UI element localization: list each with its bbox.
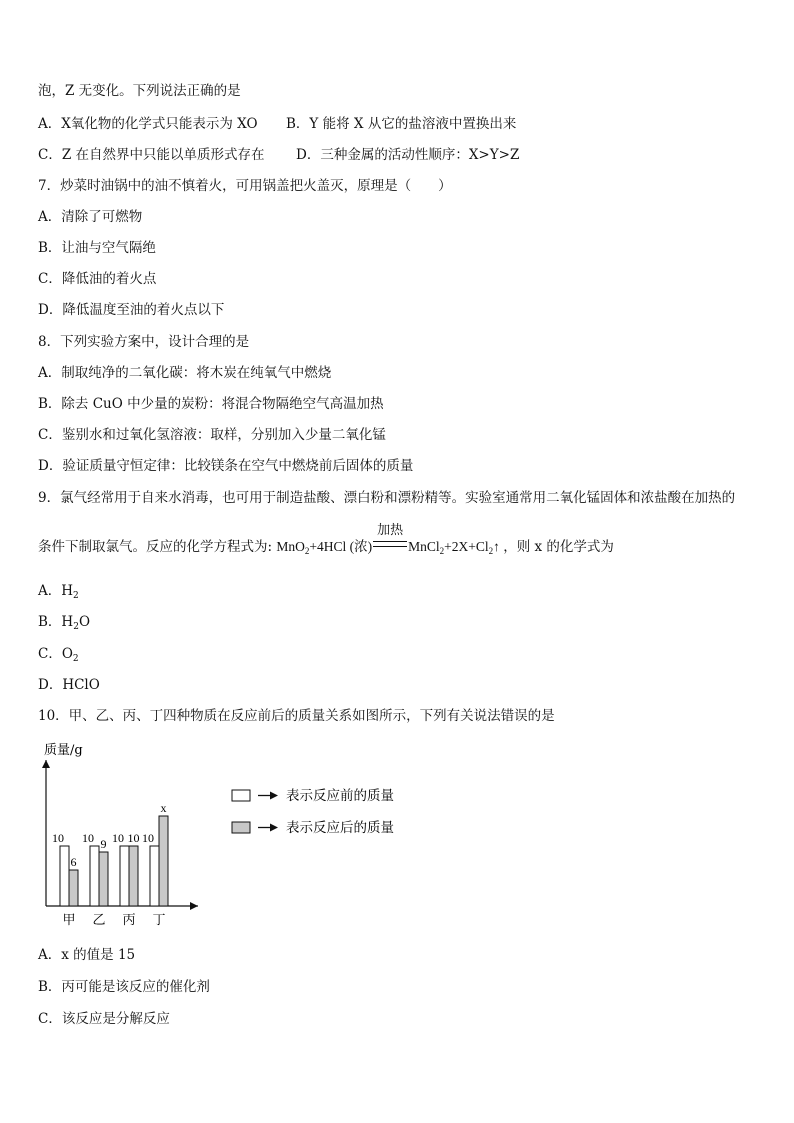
option-a: A．X氧化物的化学式只能表示为 XO (38, 116, 258, 132)
question-8: 8．下列实验方案中，设计合理的是 (38, 334, 250, 350)
data-label: 10 (82, 831, 94, 845)
option-a: A．清除了可燃物 (38, 209, 143, 225)
option-c: C．该反应是分解反应 (38, 1011, 170, 1027)
option-b: B．除去 CuO 中少量的炭粉：将混合物隔绝空气高温加热 (38, 396, 384, 412)
option-d: D．降低温度至油的着火点以下 (38, 302, 225, 318)
option-d: D．验证质量守恒定律：比较镁条在空气中燃烧前后固体的质量 (38, 458, 414, 474)
option-d: D．HClO (38, 677, 100, 693)
legend-label: 表示反应后的质量 (286, 820, 394, 836)
question-7: 7．炒菜时油锅中的油不慎着火，可用锅盖把火盖灭，原理是（ ） (38, 178, 452, 194)
question-9: 9．氯气经常用于自来水消毒，也可用于制造盐酸、漂白粉和漂粉精等。实验室通常用二氧化锰固体和浓盐酸在加热的 (38, 490, 736, 506)
question-9-equation-line (38, 522, 614, 560)
option-c: C．Z 在自然界中只能以单质形式存在 (38, 147, 265, 163)
option-b: B．丙可能是该反应的催化剂 (38, 979, 210, 995)
bar (60, 846, 69, 906)
bar (159, 816, 168, 906)
legend-arrow-head (270, 792, 278, 800)
category-label: 乙 (92, 913, 106, 928)
data-label: 10 (52, 831, 64, 845)
option-c: C．鉴别水和过氧化氢溶液：取样，分别加入少量二氧化锰 (38, 427, 386, 443)
option-c: C．降低油的着火点 (38, 271, 157, 287)
data-label: 6 (70, 855, 77, 869)
bar (90, 846, 99, 906)
equation-prefix: 条件下制取氯气。反应的化学方程式为: (38, 539, 273, 555)
category-label: 甲 (62, 913, 76, 928)
option-a: A．$H_2$ (38, 583, 79, 601)
y-axis-arrow (42, 760, 50, 768)
equation-suffix: ，则 x 的化学式为 (503, 539, 614, 555)
bar (150, 846, 159, 906)
bar (120, 846, 129, 906)
bar (129, 846, 138, 906)
mass-bar-chart (38, 738, 438, 938)
data-label: 10 (142, 831, 154, 845)
data-label: x (160, 801, 167, 815)
option-c: C．$O_2$ (38, 646, 79, 664)
category-label: 丙 (122, 913, 136, 928)
bar (69, 870, 78, 906)
option-b: B．$H_2O$ (38, 614, 91, 632)
question-10: 10．甲、乙、丙、丁四种物质在反应前后的质量关系如图所示，下列有关说法错误的是 (38, 708, 555, 724)
reaction-arrow: 加热 (373, 535, 407, 553)
x-axis-arrow (190, 902, 198, 910)
data-label: 9 (100, 837, 107, 851)
data-label: 10 (112, 831, 124, 845)
chemical-equation: MnO$_2$+4HCl (浓) 加热 $MnCl_2+2X+Cl_2↑$ (276, 522, 500, 556)
y-axis-label: 质量/g (44, 743, 83, 758)
legend-label: 表示反应前的质量 (286, 788, 394, 804)
data-label: 10 (127, 831, 140, 845)
option-a: A．x 的值是 15 (38, 947, 136, 963)
legend-swatch (232, 822, 250, 833)
option-d: D．三种金属的活动性顺序：X>Y>Z (296, 147, 520, 163)
legend-arrow-head (270, 824, 278, 832)
option-b: B．Y 能将 X 从它的盐溶液中置换出来 (286, 116, 517, 132)
bar (99, 852, 108, 906)
category-label: 丁 (152, 913, 166, 928)
legend-swatch (232, 790, 250, 801)
text-line: 泡，Z 无变化。下列说法正确的是 (38, 83, 241, 99)
option-b: B．让油与空气隔绝 (38, 240, 156, 256)
option-a: A．制取纯净的二氧化碳：将木炭在纯氧气中燃烧 (38, 365, 332, 381)
